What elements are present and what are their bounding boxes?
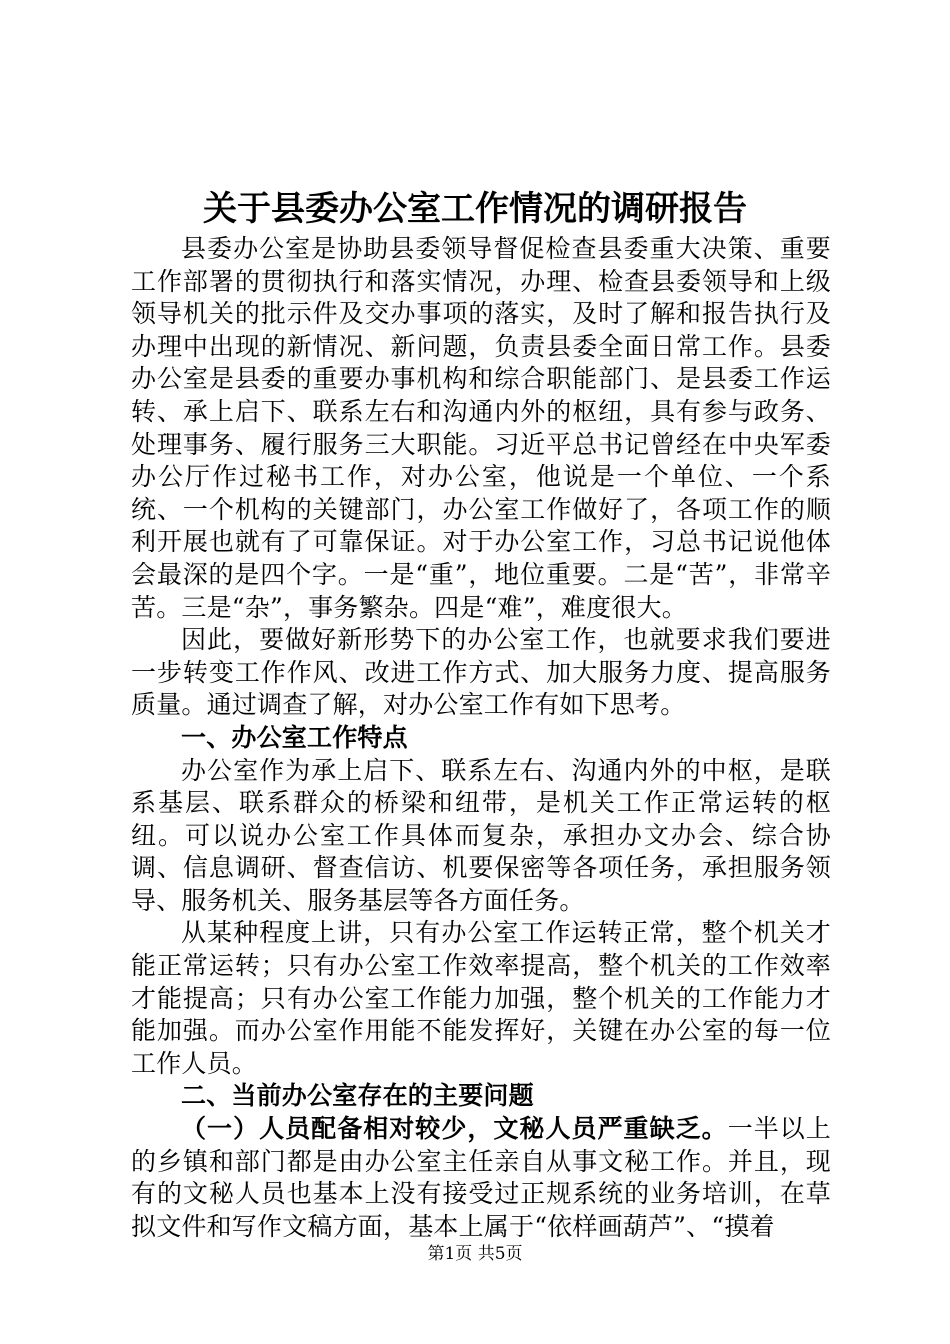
section-heading-1: 一、办公室工作特点 xyxy=(181,722,408,752)
problem-1-text: 一半以上的乡镇和部门都是由办公室主任亲自从事文秘工作。并且，现有的文秘人员也基本上没有接受过正规系统的业务培训，在草拟文件和写作文稿方面，基本上属于“依样画葫芦”、“摸着 xyxy=(131,1114,832,1241)
document-title: 关于县委办公室工作情况的调研报告 xyxy=(203,189,747,229)
document-body xyxy=(131,233,831,1243)
paragraph-intro: 县委办公室是协助县委领导督促检查县委重大决策、重要工作部署的贯彻执行和落实情况，办理、检查县委领导和上级领导机关的批示件及交办事项的落实，及时了解和报告执行及办理中出现的新情况、新问题，负责县委全面日常工作。县委办公室是县委的重要办事机构和综合职能部门、是县委工作运转、承上启下、联系左右和沟通内外的枢纽，具有参与政务、处理事务、履行服务三大职能。习近平总书记曾经在中央军委办公厅作过秘书工作，对办公室，他说是一个单位、一个系统、一个机构的关键部门，办公室工作做好了，各项工作的顺利开展也就有了可靠保证。对于办公室工作，习总书记说他体会最深的是四个字。一是“重”，地位重要。二是“苦”，非常辛苦。三是“杂”，事务繁杂。四是“难”，难度很大。 xyxy=(131,234,831,622)
page-footer: 第1页 共5页 xyxy=(427,1244,523,1264)
paragraph-therefore: 因此，要做好新形势下的办公室工作，也就要求我们要进一步转变工作作风、改进工作方式、加大服务力度、提高服务质量。通过调查了解，对办公室工作有如下思考。 xyxy=(131,625,831,720)
problem-1-lead: （一）人员配备相对较少，文秘人员严重缺乏。 xyxy=(181,1114,728,1144)
section-heading-2: 二、当前办公室存在的主要问题 xyxy=(181,1081,534,1111)
paragraph-office-role: 办公室作为承上启下、联系左右、沟通内外的中枢，是联系基层、联系群众的桥梁和纽带，是机关工作正常运转的枢纽。可以说办公室工作具体而复杂，承担办文办会、综合协调、信息调研、督查信访、机要保密等各项任务，承担服务领导、服务机关、服务基层等各方面任务。 xyxy=(131,755,831,915)
paragraph-office-importance: 从某种程度上讲，只有办公室工作运转正常，整个机关才能正常运转；只有办公室工作效率提高，整个机关的工作效率才能提高；只有办公室工作能力加强，整个机关的工作能力才能加强。而办公室作用能不能发挥好，关键在办公室的每一位工作人员。 xyxy=(131,918,831,1078)
paragraph-problem-1 xyxy=(131,1113,831,1243)
